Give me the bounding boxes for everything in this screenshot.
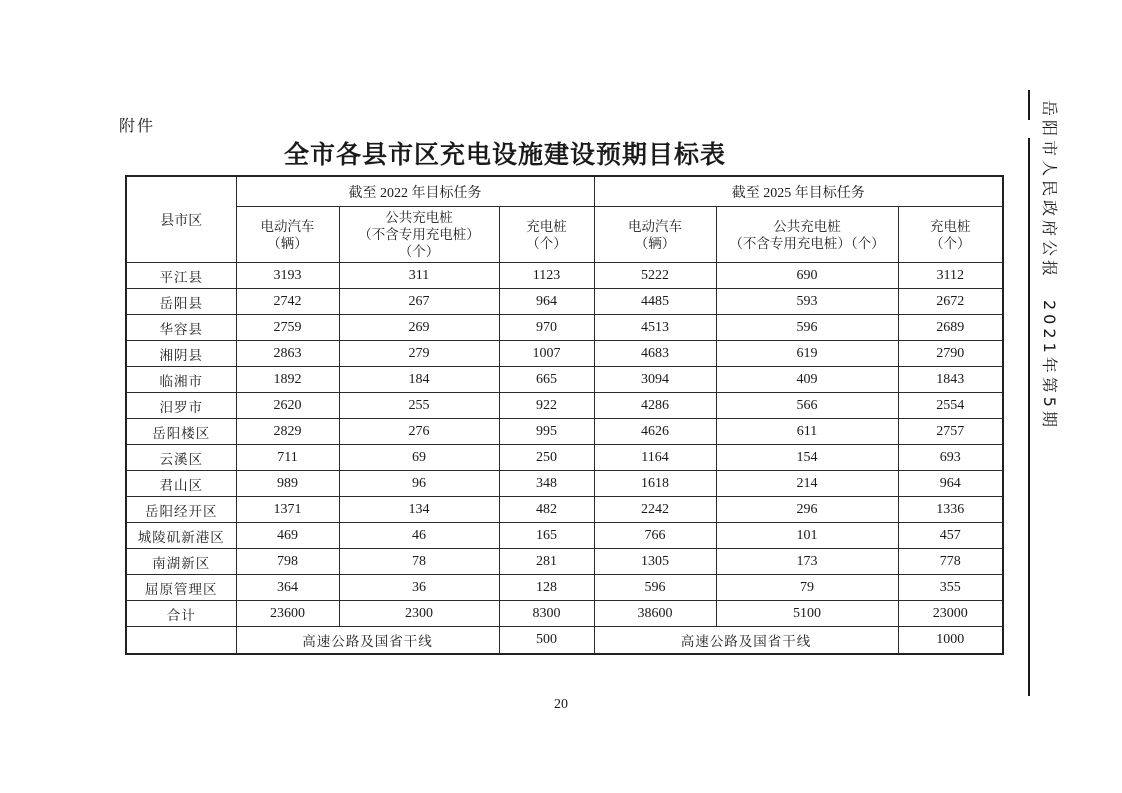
value-cell: 3193 — [236, 263, 339, 289]
value-cell: 311 — [339, 263, 499, 289]
col-header-public-2022: 公共充电桩 （不含专用充电桩） （个） — [339, 207, 499, 263]
page-title: 全市各县市区充电设施建设预期目标表 — [283, 140, 726, 169]
value-cell: 36 — [339, 575, 499, 601]
value-cell: 457 — [898, 523, 1003, 549]
value-cell: 5222 — [594, 263, 716, 289]
value-cell: 1618 — [594, 471, 716, 497]
highway-value-2022: 500 — [499, 627, 594, 654]
region-cell: 合计 — [126, 601, 236, 627]
value-cell: 1123 — [499, 263, 594, 289]
table-row — [126, 601, 1003, 627]
value-cell: 96 — [339, 471, 499, 497]
value-cell: 2672 — [898, 289, 1003, 315]
region-cell: 岳阳县 — [126, 289, 236, 315]
group-header-row — [126, 176, 1003, 207]
value-cell: 2620 — [236, 393, 339, 419]
value-cell: 690 — [716, 263, 898, 289]
value-cell: 255 — [339, 393, 499, 419]
value-cell: 611 — [716, 419, 898, 445]
value-cell: 711 — [236, 445, 339, 471]
value-cell: 693 — [898, 445, 1003, 471]
corner-header-cell: 县市区 — [126, 176, 236, 263]
value-cell: 69 — [339, 445, 499, 471]
value-cell: 4626 — [594, 419, 716, 445]
value-cell: 4683 — [594, 341, 716, 367]
value-cell: 2689 — [898, 315, 1003, 341]
value-cell: 619 — [716, 341, 898, 367]
table-row — [126, 341, 1003, 367]
col-header-public-2025: 公共充电桩 （不含专用充电桩）（个） — [716, 207, 898, 263]
table-row — [126, 419, 1003, 445]
value-cell: 154 — [716, 445, 898, 471]
value-cell: 665 — [499, 367, 594, 393]
value-cell: 78 — [339, 549, 499, 575]
value-cell: 3112 — [898, 263, 1003, 289]
value-cell: 79 — [716, 575, 898, 601]
value-cell: 23000 — [898, 601, 1003, 627]
value-cell: 214 — [716, 471, 898, 497]
value-cell: 1164 — [594, 445, 716, 471]
table-row — [126, 393, 1003, 419]
value-cell: 469 — [236, 523, 339, 549]
value-cell: 348 — [499, 471, 594, 497]
value-cell: 1892 — [236, 367, 339, 393]
page-number: 20 — [554, 697, 568, 712]
value-cell: 23600 — [236, 601, 339, 627]
value-cell: 2742 — [236, 289, 339, 315]
sub-header-row — [126, 207, 1003, 263]
value-cell: 101 — [716, 523, 898, 549]
value-cell: 1305 — [594, 549, 716, 575]
charging-targets-table — [125, 175, 1004, 655]
sidebar-rule-top — [1028, 90, 1030, 120]
highway-value-2025: 1000 — [898, 627, 1003, 654]
value-cell: 8300 — [499, 601, 594, 627]
value-cell: 269 — [339, 315, 499, 341]
value-cell: 2829 — [236, 419, 339, 445]
value-cell: 46 — [339, 523, 499, 549]
value-cell: 364 — [236, 575, 339, 601]
value-cell: 4485 — [594, 289, 716, 315]
table-row — [126, 289, 1003, 315]
table-row — [126, 367, 1003, 393]
group-header-2025: 截至 2025 年目标任务 — [594, 176, 1003, 207]
value-cell: 355 — [898, 575, 1003, 601]
region-cell: 城陵矶新港区 — [126, 523, 236, 549]
empty-region-cell — [126, 627, 236, 654]
col-header-piles-2025: 充电桩 （个） — [898, 207, 1003, 263]
value-cell: 964 — [499, 289, 594, 315]
sidebar-rule-main — [1028, 138, 1030, 696]
table-row — [126, 575, 1003, 601]
value-cell: 2300 — [339, 601, 499, 627]
value-cell: 38600 — [594, 601, 716, 627]
value-cell: 2757 — [898, 419, 1003, 445]
value-cell: 134 — [339, 497, 499, 523]
table-row — [126, 497, 1003, 523]
table-row — [126, 523, 1003, 549]
value-cell: 1371 — [236, 497, 339, 523]
value-cell: 5100 — [716, 601, 898, 627]
value-cell: 279 — [339, 341, 499, 367]
value-cell: 165 — [499, 523, 594, 549]
col-header-ev-2022: 电动汽车 （辆） — [236, 207, 339, 263]
value-cell: 1007 — [499, 341, 594, 367]
value-cell: 4286 — [594, 393, 716, 419]
value-cell: 566 — [716, 393, 898, 419]
value-cell: 2759 — [236, 315, 339, 341]
table-row — [126, 315, 1003, 341]
gazette-sidebar-caption: 岳阳市人民政府公报 2021年第5期 — [1040, 100, 1059, 431]
region-cell: 岳阳经开区 — [126, 497, 236, 523]
value-cell: 3094 — [594, 367, 716, 393]
value-cell: 596 — [594, 575, 716, 601]
region-cell: 君山区 — [126, 471, 236, 497]
value-cell: 2242 — [594, 497, 716, 523]
value-cell: 173 — [716, 549, 898, 575]
table-row — [126, 471, 1003, 497]
table-header — [126, 176, 1003, 263]
value-cell: 276 — [339, 419, 499, 445]
value-cell: 267 — [339, 289, 499, 315]
value-cell: 798 — [236, 549, 339, 575]
region-cell: 临湘市 — [126, 367, 236, 393]
highway-row — [126, 627, 1003, 654]
value-cell: 128 — [499, 575, 594, 601]
region-cell: 云溪区 — [126, 445, 236, 471]
value-cell: 596 — [716, 315, 898, 341]
value-cell: 989 — [236, 471, 339, 497]
value-cell: 2554 — [898, 393, 1003, 419]
col-header-ev-2025: 电动汽车 （辆） — [594, 207, 716, 263]
value-cell: 778 — [898, 549, 1003, 575]
table-footer — [126, 627, 1003, 654]
region-cell: 华容县 — [126, 315, 236, 341]
group-header-2022: 截至 2022 年目标任务 — [236, 176, 594, 207]
value-cell: 184 — [339, 367, 499, 393]
col-header-piles-2022: 充电桩 （个） — [499, 207, 594, 263]
highway-label-2025: 高速公路及国省干线 — [594, 627, 898, 654]
value-cell: 409 — [716, 367, 898, 393]
value-cell: 281 — [499, 549, 594, 575]
value-cell: 296 — [716, 497, 898, 523]
region-cell: 汨罗市 — [126, 393, 236, 419]
value-cell: 922 — [499, 393, 594, 419]
region-cell: 屈原管理区 — [126, 575, 236, 601]
value-cell: 482 — [499, 497, 594, 523]
table-row — [126, 549, 1003, 575]
value-cell: 970 — [499, 315, 594, 341]
attachment-label: 附件 — [119, 118, 156, 135]
value-cell: 593 — [716, 289, 898, 315]
value-cell: 1843 — [898, 367, 1003, 393]
value-cell: 964 — [898, 471, 1003, 497]
table-row — [126, 263, 1003, 289]
value-cell: 250 — [499, 445, 594, 471]
table-row — [126, 445, 1003, 471]
value-cell: 4513 — [594, 315, 716, 341]
table-body — [126, 263, 1003, 627]
region-cell: 南湖新区 — [126, 549, 236, 575]
value-cell: 2863 — [236, 341, 339, 367]
value-cell: 766 — [594, 523, 716, 549]
region-cell: 岳阳楼区 — [126, 419, 236, 445]
value-cell: 995 — [499, 419, 594, 445]
region-cell: 平江县 — [126, 263, 236, 289]
value-cell: 2790 — [898, 341, 1003, 367]
region-cell: 湘阴县 — [126, 341, 236, 367]
highway-label-2022: 高速公路及国省干线 — [236, 627, 499, 654]
value-cell: 1336 — [898, 497, 1003, 523]
